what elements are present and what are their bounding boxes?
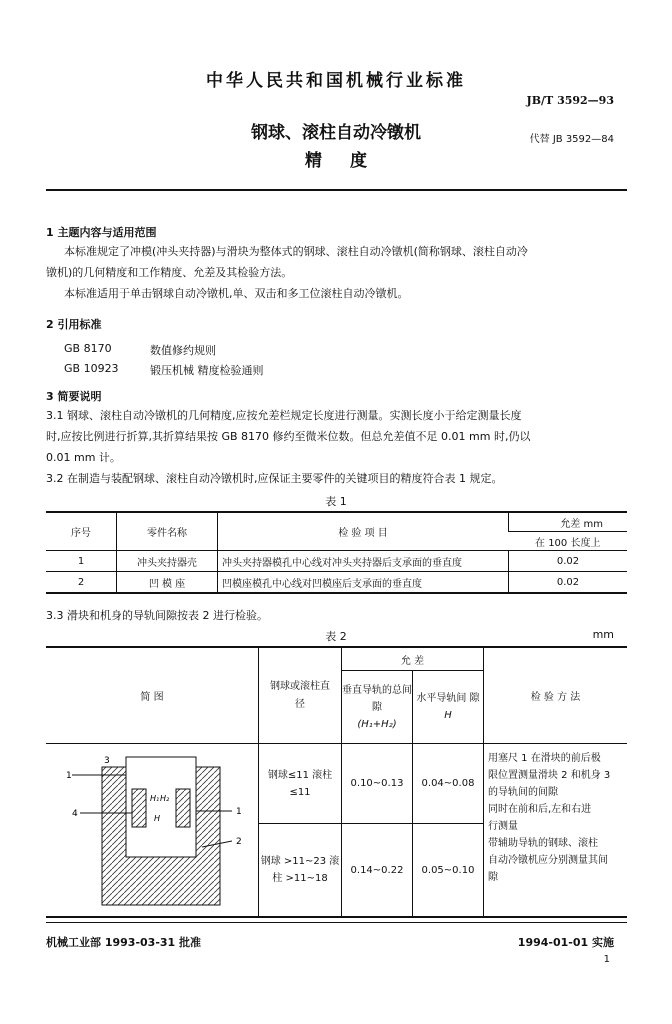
table-row xyxy=(46,647,627,671)
table-cell: 凹模座模孔中心线对凹模座后支承面的垂直度 xyxy=(218,572,509,594)
table-cell: 0.04~0.08 xyxy=(413,744,484,824)
table-row xyxy=(46,744,627,824)
figure-label: H₂ xyxy=(160,793,170,803)
figure-label: 3 xyxy=(104,755,110,766)
table-cell: 0.10~0.13 xyxy=(342,744,413,824)
method-line: 带辅助导轨的钢球、滚柱 xyxy=(488,838,598,849)
figure-label: 2 xyxy=(236,836,242,847)
table-cell: 0.02 xyxy=(509,551,628,572)
section-2-heading: 2 引用标准 xyxy=(46,318,102,331)
table-cell: 冲头夹持器壳 xyxy=(117,551,218,572)
table-row xyxy=(46,551,627,572)
effective-date: 1994-01-01 实施 xyxy=(517,936,614,949)
method-line: 限位置测量滑块 2 和机身 3 xyxy=(488,770,611,781)
vert-gap-symbol: (H₁+H₂) xyxy=(357,718,397,730)
document-title: 钢球、滚柱自动冷镦机 xyxy=(251,123,421,143)
replaces-standard: 代替 JB 3592—84 xyxy=(529,134,614,145)
table-cell: 1 xyxy=(46,551,117,572)
clause-3-1-line-1: 3.1 钢球、滚柱自动冷镦机的几何精度,应按允差栏规定长度进行测量。实测长度小于给定测量长度 xyxy=(46,409,522,422)
clause-3-1-line-3: 0.01 mm 计。 xyxy=(46,451,121,464)
table-header-cell: 钢球或滚柱直 径 xyxy=(259,647,342,744)
table-header-cell: 简 图 xyxy=(46,647,259,744)
table-cell: 0.05~0.10 xyxy=(413,824,484,917)
ref-code: GB 8170 xyxy=(64,342,112,355)
table-cell: 2 xyxy=(46,572,117,594)
right-guide-shape xyxy=(176,789,190,827)
table-cell: 钢球 >11~23 滚柱 >11~18 xyxy=(259,824,342,917)
approval-date: 机械工业部 1993-03-31 批准 xyxy=(46,936,202,949)
vert-gap-label: 垂直导轨的总间隙 xyxy=(342,684,412,713)
figure-cell xyxy=(46,744,259,918)
ref-name: 数值修约规则 xyxy=(150,344,216,357)
table-cell: 0.14~0.22 xyxy=(342,824,413,917)
table-cell: 0.02 xyxy=(509,572,628,594)
header-rule xyxy=(46,189,627,191)
section-3-heading: 3 简要说明 xyxy=(46,390,102,403)
table-cell: 钢球≤11 滚柱≤11 xyxy=(259,744,342,824)
table-2 xyxy=(46,646,627,918)
slide-guide-diagram xyxy=(52,749,252,909)
table-2-unit: mm xyxy=(592,628,614,641)
section-1-para-1-line-2: 镦机)的几何精度和工作精度、允差及其检验方法。 xyxy=(46,266,293,279)
table-cell: 凹 模 座 xyxy=(117,572,218,594)
table-2-caption: 表 2 xyxy=(325,630,347,643)
ref-code: GB 10923 xyxy=(64,362,119,375)
ref-name: 锻压机械 精度检验通则 xyxy=(150,364,264,377)
clause-3-2: 3.2 在制造与装配钢球、滚柱自动冷镦机时,应保证主要零件的关键项目的精度符合表 1 规定。 xyxy=(46,472,503,485)
section-1-para-1-line-1: 本标准规定了冲模(冲头夹持器)与滑块为整体式的钢球、滚柱自动冷镦机(简称钢球、滚柱自动冷 xyxy=(64,245,528,258)
method-line: 的导轨间的间隙 xyxy=(488,787,558,798)
page-number: 1 xyxy=(603,954,610,965)
method-line: 行测量 xyxy=(488,821,518,832)
left-guide-shape xyxy=(132,789,146,827)
method-line: 用塞尺 1 在滑块的前后极 xyxy=(488,753,601,764)
table-header-cell: 允 差 xyxy=(342,647,484,671)
clause-3-3: 3.3 滑块和机身的导轨间隙按表 2 进行检验。 xyxy=(46,609,268,622)
figure-label: 4 xyxy=(72,808,78,819)
table-header-cell: 零件名称 xyxy=(117,512,218,551)
table-cell: 冲头夹持器模孔中心线对冲头夹持器后支承面的垂直度 xyxy=(218,551,509,572)
footer-rule xyxy=(46,922,627,923)
table-header-cell: 在 100 长度上 xyxy=(509,532,628,551)
figure-label: H₁ xyxy=(150,793,160,803)
document-subtitle: 精度 xyxy=(305,151,395,171)
table-header-cell: 检 验 方 法 xyxy=(484,647,628,744)
table-header-cell: 检 验 项 目 xyxy=(218,512,509,551)
standard-number: JB/T 3592—93 xyxy=(526,94,614,107)
table-1 xyxy=(46,511,627,594)
table-header-cell xyxy=(413,671,484,744)
figure-label: 1 xyxy=(236,806,242,817)
inspection-method-cell xyxy=(484,744,628,918)
method-line: 自动冷镦机应分别测量其间 xyxy=(488,855,608,866)
table-row xyxy=(46,512,627,532)
table-row xyxy=(46,572,627,594)
table-header-cell xyxy=(342,671,413,744)
clause-3-1-line-2: 时,应按比例进行折算,其折算结果按 GB 8170 修约至微米位数。但总允差值不足 0.01 mm 时,仍以 xyxy=(46,430,531,443)
section-1-para-2: 本标准适用于单击钢球自动冷镦机,单、双击和多工位滚柱自动冷镦机。 xyxy=(64,287,409,300)
horiz-gap-symbol: H xyxy=(444,710,452,721)
table-header-cell: 序号 xyxy=(46,512,117,551)
table-1-caption: 表 1 xyxy=(325,495,347,508)
method-line: 同时在前和后,左和右进 xyxy=(488,804,592,815)
method-line: 隙 xyxy=(488,872,498,883)
horiz-gap-label: 水平导轨间 隙 xyxy=(416,693,480,704)
figure-label: 1 xyxy=(66,770,72,781)
table-header-cell: 允差 mm xyxy=(509,512,628,532)
figure-label: H xyxy=(154,813,161,823)
section-1-heading: 1 主题内容与适用范围 xyxy=(46,226,157,239)
issuing-organization: 中华人民共和国机械行业标准 xyxy=(206,71,466,91)
